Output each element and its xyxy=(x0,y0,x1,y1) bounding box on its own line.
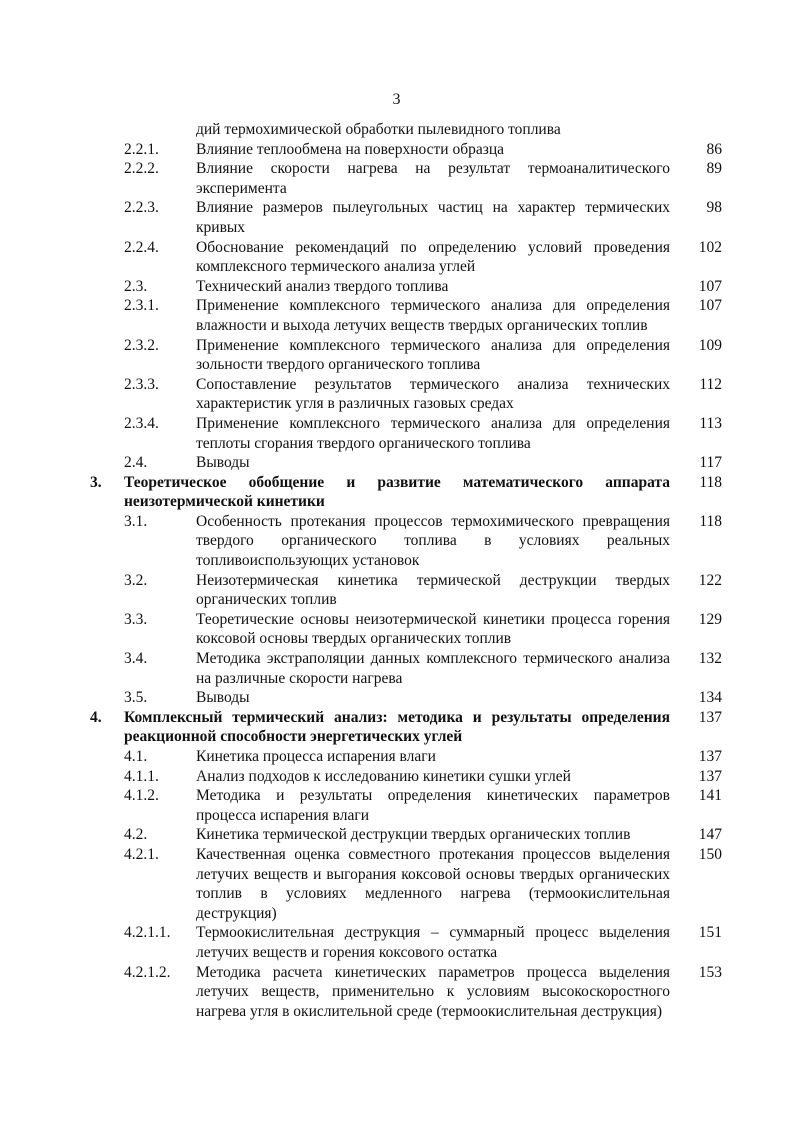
toc-entry-number: 2.3.2. xyxy=(124,336,159,354)
toc-entry xyxy=(90,747,722,767)
toc-entry xyxy=(90,825,722,845)
page-number: 3 xyxy=(392,91,401,108)
toc-chapter-entry xyxy=(90,708,722,747)
toc-entry-number: 3.5. xyxy=(124,689,148,707)
toc-entry-number: 2.3.1. xyxy=(124,297,159,315)
toc-entry xyxy=(90,159,722,198)
toc-entry xyxy=(90,198,722,237)
toc-entry-page: 107 xyxy=(698,277,722,295)
toc-entry-page: 137 xyxy=(698,748,722,765)
toc-entry-title: Комплексный термический анализ: методика и результаты определения реакционной способности энергетических углей xyxy=(124,708,670,746)
toc-entry-number: 3.2. xyxy=(124,571,148,589)
toc-entry-title: Сопоставление результатов термического анализа технических характеристик угля в различных газовых средах xyxy=(196,375,670,413)
toc-entry-page: 134 xyxy=(698,689,722,707)
toc-entry-number: 3.1. xyxy=(124,512,148,530)
toc-entry-title: Обоснование рекомендаций по определению условий проведения комплексного термического анализа углей xyxy=(196,238,670,276)
toc-entry-number: 4.1.2. xyxy=(124,787,159,805)
toc-entry-title: Выводы xyxy=(196,689,250,707)
toc-entry-number: 2.2.1. xyxy=(124,140,159,158)
toc-entry-page: 112 xyxy=(699,375,722,393)
toc-entry-number: 4. xyxy=(90,708,102,726)
toc-entry-title: Влияние теплообмена на поверхности образца xyxy=(196,140,505,158)
toc-entry-page: 118 xyxy=(699,512,722,530)
toc-entry-title: Применение комплексного термического анализа для определения влажности и выхода летучих веществ твердых органических топлив xyxy=(196,297,670,334)
toc-entry-number: 3.4. xyxy=(124,650,148,668)
toc-entry-page: 153 xyxy=(698,963,722,981)
toc-entry-page: 107 xyxy=(698,297,722,315)
toc-entry-number: 4.2.1. xyxy=(124,845,159,863)
toc-entry-title: Кинетика термической деструкции твердых органических топлив xyxy=(196,826,631,844)
toc-entry-number: 2.2.3. xyxy=(124,199,159,217)
toc-entry-page: 137 xyxy=(698,767,722,785)
toc-entry-page: 132 xyxy=(698,650,722,668)
toc-entry-number: 2.4. xyxy=(124,454,148,472)
toc-entry xyxy=(90,571,722,610)
toc-entry-page: 137 xyxy=(698,708,722,726)
toc-entry xyxy=(90,688,722,708)
toc-entry xyxy=(90,512,722,571)
toc-entry-title: Технический анализ твердого топлива xyxy=(196,277,449,295)
toc-entry-page: 141 xyxy=(698,787,722,805)
toc-entry xyxy=(90,336,722,375)
toc-chapter-entry xyxy=(90,473,722,512)
toc-entry xyxy=(90,786,722,825)
toc-entry-page: 86 xyxy=(706,140,722,158)
toc-entry xyxy=(90,414,722,453)
toc-entry-title: Теоретическое обобщение и развитие математического аппарата неизотермической кинетики xyxy=(124,473,670,511)
toc-entry-title: Методика и результаты определения кинетических параметров процесса испарения влаги xyxy=(196,787,670,824)
toc-entry-number: 4.2. xyxy=(124,826,148,844)
toc-entry-title: Неизотермическая кинетика термической деструкции твердых органических топлив xyxy=(196,571,670,609)
toc-entry-title: Термоокислительная деструкция – суммарный процесс выделения летучих веществ и горения коксового остатка xyxy=(196,924,670,961)
toc-entry-page: 102 xyxy=(698,238,722,256)
toc-entry-title: Методика расчета кинетических параметров процесса выделения летучих веществ, применительно к условиям высокоскоростного нагрева угля в окислительной среде (термоокислительная деструкция) xyxy=(196,963,670,1020)
toc-entry-number: 4.1. xyxy=(124,748,148,765)
toc-entry-page: 122 xyxy=(698,571,722,589)
toc-entry-continuation xyxy=(90,120,722,140)
toc-entry-page: 118 xyxy=(699,473,722,491)
toc-entry-number: 2.2.4. xyxy=(124,238,159,256)
toc-entry-number: 4.2.1.1. xyxy=(124,924,171,942)
toc-entry xyxy=(90,277,722,297)
toc-entry-title: Теоретические основы неизотермической кинетики процесса горения коксовой основы твердых органических топлив xyxy=(196,610,670,648)
toc-entry xyxy=(90,845,722,923)
toc-entry-page: 150 xyxy=(698,845,722,863)
toc-entry-page: 89 xyxy=(706,160,722,178)
toc-entry xyxy=(90,375,722,414)
toc-entry xyxy=(90,453,722,473)
toc-entry-title: Влияние размеров пылеугольных частиц на характер термических кривых xyxy=(196,199,670,236)
toc-entry-number: 4.1.1. xyxy=(124,767,159,785)
toc-entry-number: 2.3.3. xyxy=(124,375,159,393)
toc-entry-title: Применение комплексного термического анализа для определения теплоты сгорания твердого органического топлива xyxy=(196,414,670,452)
toc-entry-title: Методика экстраполяции данных комплексного термического анализа на различные скорости нагрева xyxy=(196,650,670,687)
toc-entry-title: дий термохимической обработки пылевидного топлива xyxy=(196,121,561,138)
toc-entry-number: 2.3. xyxy=(124,277,148,295)
toc-entry xyxy=(90,767,722,787)
toc-entry-page: 109 xyxy=(698,336,722,354)
toc-entry-page: 113 xyxy=(699,414,722,432)
toc-entry xyxy=(90,923,722,962)
toc-entry-title: Применение комплексного термического анализа для определения зольности твердого органического топлива xyxy=(196,336,670,374)
table-of-contents xyxy=(90,120,722,1021)
toc-entry xyxy=(90,963,722,1022)
toc-entry-number: 2.3.4. xyxy=(124,414,159,432)
toc-entry-page: 98 xyxy=(706,199,722,217)
toc-entry-title: Анализ подходов к исследованию кинетики сушки углей xyxy=(196,767,571,785)
toc-entry-number: 3. xyxy=(90,473,102,491)
toc-entry-title: Особенность протекания процессов термохимического превращения твердого органического топлива в условиях реальных топливоиспользующих установок xyxy=(196,512,670,570)
toc-entry-title: Выводы xyxy=(196,454,250,472)
toc-entry xyxy=(90,140,722,160)
toc-entry-number: 3.3. xyxy=(124,610,148,628)
toc-entry-page: 117 xyxy=(699,454,722,472)
toc-entry-title: Кинетика процесса испарения влаги xyxy=(196,748,436,765)
toc-entry-page: 129 xyxy=(698,610,722,628)
toc-entry-number: 2.2.2. xyxy=(124,160,159,178)
toc-entry-title: Влияние скорости нагрева на результат термоаналитического эксперимента xyxy=(196,160,670,197)
toc-entry xyxy=(90,649,722,688)
toc-entry-page: 151 xyxy=(698,924,722,942)
toc-entry-title: Качественная оценка совместного протекания процессов выделения летучих веществ и выгорания коксовой основы твердых органических топлив в условиях медленного нагрева (термоокислительная деструкция) xyxy=(196,845,670,922)
toc-entry xyxy=(90,296,722,335)
toc-entry xyxy=(90,238,722,277)
toc-entry xyxy=(90,610,722,649)
toc-entry-page: 147 xyxy=(698,826,722,844)
toc-entry-number: 4.2.1.2. xyxy=(124,963,171,981)
